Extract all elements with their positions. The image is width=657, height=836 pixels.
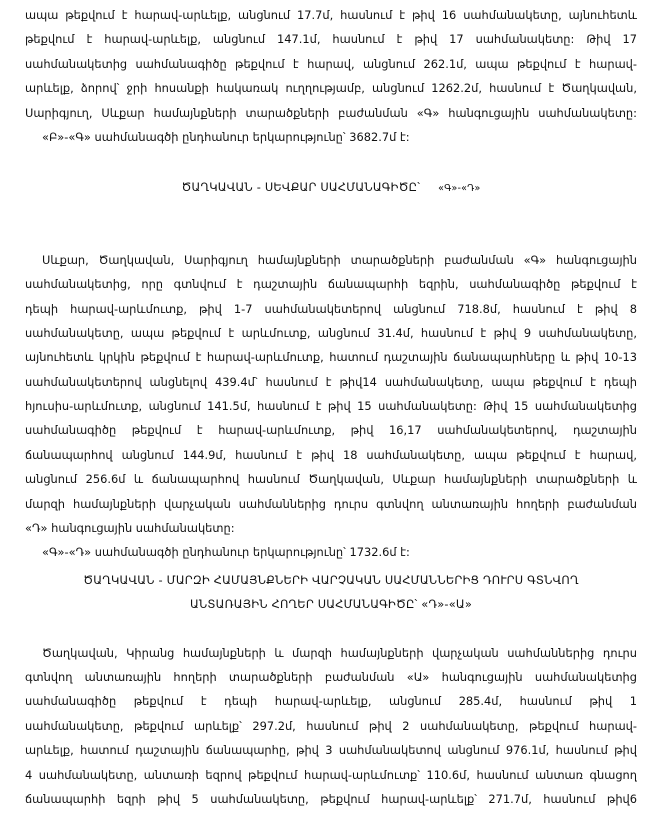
text-line: սահմանակետը, ապա թեքվում է արևմուտք, անցնում 31.4մ, հասնում է թիվ 9 սահմանակետը,: [25, 325, 637, 340]
heading-line: ԾԱՂԿԱՎԱՆ - ՄԱՐԶԻ ՀԱՄԱՅՆՔՆԵՐԻ ՎԱՐՉԱԿԱՆ ՍԱՀՄԱՆՆԵՐԻՑ ԴՈՒՐՍ ԳՏՆՎՈՂ: [83, 572, 579, 587]
text-line: ճանապարհով անցնում 144.9մ, հասնում է թիվ 18 սահմանակետը, ապա թեքվում է հարավ,: [25, 447, 637, 462]
section-heading-2: [25, 568, 637, 617]
text-line: Ծաղկավան, Կիրանց համայնքների և մարզի համայնքների վարչական սահմաններից դուրս: [42, 645, 637, 660]
text-line: դեպի հարավ-արևմուտք, թիվ 1-7 սահմանակետերով անցնում 718.8մ, հասնում է թիվ 8: [25, 301, 637, 316]
paragraph-2: [25, 248, 637, 565]
text-line: սահմանակետից սահմանագիծը թեքվում է հարավ, անցնում 262.1մ, ապա թեքվում է հարավ-: [25, 56, 637, 71]
total-length-line: «Բ»-«Գ» սահմանագծի ընդհանուր երկարությունը՝ 3682.7մ է:: [42, 129, 410, 144]
text-line: սահմանագիծը թեքվում է դեպի հարավ-արևելք, անցնում 285.4մ, հասնում թիվ 1: [25, 694, 637, 709]
text-line: գտնվող անտառային հողերի տարածքների բաժանման «Ա» հանգուցային սահմանակետից: [25, 669, 637, 684]
text-line: մարզի համայնքների վարչական սահմաններից դուրս գտնվող անտառային հողերի բաժանման: [25, 496, 637, 511]
text-line: արևելք, ձորով՝ ջրի հոսանքի հակառակ ուղղությամբ, անցնում 1262.2մ, հասնում է Ծաղկավան,: [25, 81, 637, 96]
heading-code: «Գ»-«Դ»: [438, 183, 481, 195]
text-line: սահմանակետից, որը գտնվում է դաշտային ճանապարհի եզրին, սահմանագիծը թեքվում է: [25, 277, 637, 292]
section-heading-1: [25, 175, 637, 199]
heading-line: ԱՆՏԱՌԱՅԻՆ ՀՈՂԵՐ ՍԱՀՄԱՆԱԳԻԾԸ՝ «Դ»-«Ա»: [190, 597, 472, 612]
text-line: Սարիգյուղ, Սևքար համայնքների տարածքների բաժանման «Գ» հանգուցային սահմանակետը:: [25, 105, 637, 120]
text-line: ճանապարհի եզրի թիվ 5 սահմանակետը, թեքվում հարավ-արևելք՝ 271.7մ, հասնում թիվ6: [25, 791, 637, 806]
text-line: հյուսիս-արևմուտք, անցնում 141.5մ, հասնում է թիվ 15 սահմանակետը: Թիվ 15 սահմանակետից: [25, 399, 637, 414]
text-line: սահմանակետերով անցնելով 439.4մ՝ հասնում է թիվ14 սահմանակետը, ապա թեքվում է դեպի: [25, 374, 637, 389]
text-line: արևելք, հատում դաշտային ճանապարհը, թիվ 3 սահմանակետով անցնում 976.1մ, հասնում թիվ: [25, 743, 637, 758]
text-line: ապա թեքվում է հարավ-արևելք, անցնում 17.7մ, հասնում է թիվ 16 սահմանակետը, այնուհետև: [25, 8, 637, 22]
text-line: սահմանագիծը թեքվում է հարավ-արևմուտք, թիվ 16,17 սահմանակետերով, դաշտային: [25, 423, 637, 438]
text-line: Սևքար, Ծաղկավան, Սարիգյուղ համայնքների տարածքների բաժանման «Գ» հանգուցային: [42, 252, 637, 267]
total-length-line: «Գ»-«Դ» սահմանագծի ընդհանուր երկարությունը՝ 1732.6մ է:: [42, 545, 410, 560]
text-line: թեքվում է հարավ-արևելք, անցնում 147.1մ, հասնում է թիվ 17 սահմանակետը: Թիվ 17: [25, 32, 637, 47]
paragraph-3: [25, 641, 637, 812]
text-line: այնուհետև կրկին թեքվում է հարավ-արևմուտք, հատում դաշտային ճանապարհները և թիվ 10-13: [25, 350, 637, 365]
paragraph-1: [25, 3, 637, 149]
text-line: անցնում 256.6մ և ճանապարհով հասնում Ծաղկավան, Սևքար համայնքների տարածքների և: [25, 472, 637, 487]
document-page: [25, 3, 637, 811]
text-line: 4 սահմանակետը, անտառի եզրով թեքվում հարավ-արևմուտք՝ 110.6մ, հասնում անտառ գնացող: [25, 767, 637, 782]
text-line: սահմանակետը, թեքվում արևելք՝ 297.2մ, հասնում թիվ 2 սահմանակետը, թեքվում հարավ-: [25, 718, 637, 733]
text-line: «Դ» հանգուցային սահմանակետը:: [25, 521, 235, 536]
heading-title: ԾԱՂԿԱՎԱՆ - ՍԵՎՔԱՐ ՍԱՀՄԱՆԱԳԻԾԸ՝: [181, 180, 421, 195]
